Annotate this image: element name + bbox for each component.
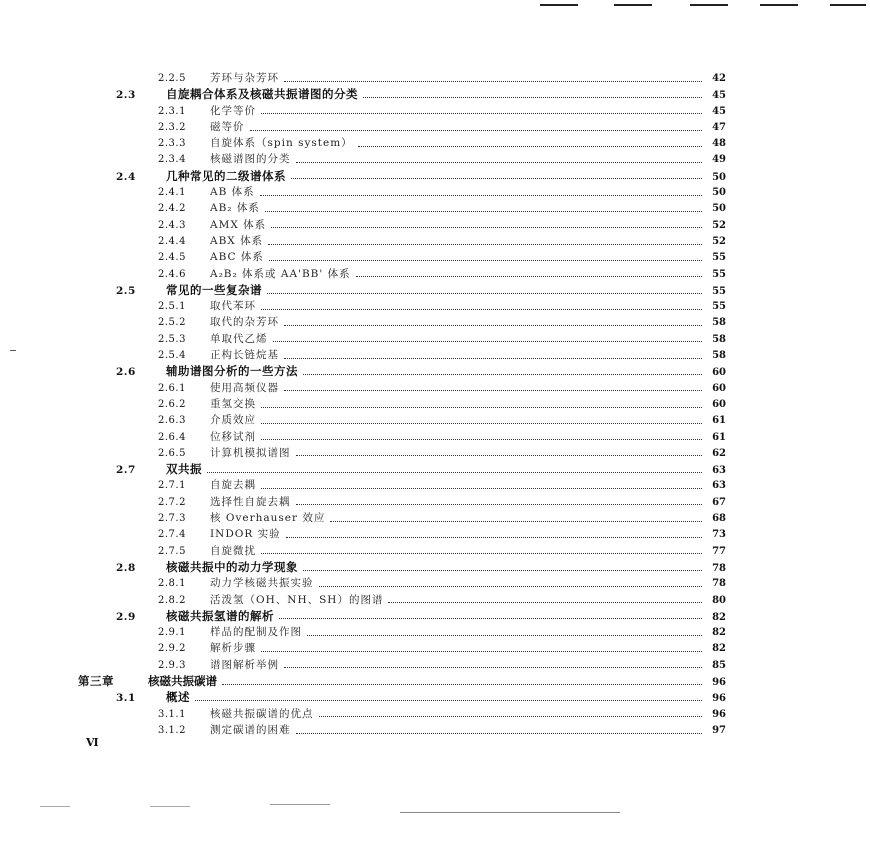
toc-entry-number: 2.7.1 (158, 480, 186, 492)
dot-leader (279, 614, 702, 619)
toc-entry-number: 2.5.1 (158, 301, 186, 313)
toc-entry-page: 60 (712, 367, 726, 379)
toc-entry-page: 58 (712, 333, 726, 345)
toc-entry-page: 96 (712, 693, 726, 705)
toc-entry-number: 2.4.1 (158, 187, 186, 199)
toc-entry-title: AB₂ 体系 (210, 202, 260, 215)
toc-entry-title: A₂B₂ 体系或 AA'BB' 体系 (210, 267, 351, 280)
toc-entry-number: 2.3 (116, 89, 136, 102)
scan-streak (400, 812, 620, 813)
dot-leader (261, 109, 702, 114)
dot-leader (261, 484, 702, 489)
toc-entry-title: 活泼氢（OH、NH、SH）的图谱 (210, 593, 384, 606)
toc-entry-number: 2.9.3 (158, 659, 186, 671)
dot-leader (267, 289, 702, 294)
toc-entry-number: 2.7.4 (158, 529, 186, 541)
dot-leader (291, 174, 702, 179)
dot-leader (284, 321, 702, 326)
toc-entry-page: 73 (712, 529, 726, 541)
dot-leader (195, 696, 702, 701)
toc-entry-title: 核磁共振碳谱的优点 (210, 707, 314, 720)
toc-entry (78, 70, 726, 86)
toc-entry-page: 55 (712, 285, 726, 297)
toc-entry (78, 314, 726, 330)
toc-entry-title: 样品的配制及作图 (210, 626, 302, 639)
toc-entry-title: 磁等价 (210, 120, 245, 133)
toc-entry-number: 2.7.2 (158, 496, 186, 508)
toc-entry-title: 计算机模拟谱图 (210, 446, 291, 459)
toc-entry-page: 58 (712, 350, 726, 362)
toc-entry-title: 核磁共振中的动力学现象 (166, 559, 298, 574)
toc-entry (78, 168, 726, 184)
toc-entry (78, 559, 726, 575)
toc-entry (78, 86, 726, 102)
toc-entry (78, 200, 726, 216)
toc-entry-number: 3.1.2 (158, 724, 186, 736)
toc-entry-page: 45 (712, 90, 726, 102)
dot-leader (273, 337, 703, 342)
toc-entry-page: 97 (712, 724, 726, 736)
toc-entry-page: 78 (712, 578, 726, 590)
scan-speck (10, 350, 16, 351)
toc-entry-page: 80 (712, 594, 726, 606)
toc-entry-page: 82 (712, 611, 726, 623)
toc-entry-number: 2.4.4 (158, 235, 186, 247)
toc-entry (78, 412, 726, 428)
toc-entry (78, 543, 726, 559)
toc-entry-number: 2.7.5 (158, 545, 186, 557)
toc-entry-number: 2.9.1 (158, 627, 186, 639)
page-number: Ⅵ (86, 736, 99, 749)
toc-entry (78, 722, 726, 738)
toc-entry-page: 45 (712, 105, 726, 117)
dot-leader (260, 191, 702, 196)
toc-entry-number: 2.3.2 (158, 121, 186, 133)
dot-leader (265, 207, 702, 212)
toc-entry-page: 50 (712, 171, 726, 183)
dot-leader (207, 468, 702, 473)
dot-leader (286, 533, 702, 538)
toc-entry-page: 49 (712, 154, 726, 166)
toc-entry-title: 位移试剂 (210, 430, 256, 443)
toc-entry-number: 3.1.1 (158, 708, 186, 720)
toc-entry-number: 2.9 (116, 610, 136, 623)
toc-entry-title: 自旋去耦 (210, 479, 256, 492)
toc-entry-page: 60 (712, 382, 726, 394)
dot-leader (261, 435, 702, 440)
toc-entry-page: 77 (712, 545, 726, 557)
toc-entry-title: 核磁谱图的分类 (210, 153, 291, 166)
toc-entry (78, 461, 726, 477)
toc-entry (78, 494, 726, 510)
dot-leader (268, 240, 702, 245)
toc-entry-title: 核磁共振碳谱 (148, 673, 217, 688)
toc-entry-number: 2.5.3 (158, 333, 186, 345)
toc-entry (78, 673, 726, 689)
toc-entry-page: 55 (712, 268, 726, 280)
dot-leader (261, 305, 702, 310)
toc-entry-title: INDOR 实验 (210, 528, 281, 541)
toc-entry-title: 重氢交换 (210, 397, 256, 410)
toc-entry (78, 151, 726, 167)
toc-entry-title: 单取代乙烯 (210, 332, 268, 345)
dot-leader (388, 598, 702, 603)
toc-entry-page: 58 (712, 317, 726, 329)
toc-entry-page: 62 (712, 447, 726, 459)
scan-mark (614, 4, 652, 6)
toc-entry-title: 常见的一些复杂谱 (166, 282, 262, 297)
dot-leader (284, 354, 702, 359)
toc-entry-number: 2.3.1 (158, 105, 186, 117)
toc-entry-title: 使用高频仪器 (210, 381, 279, 394)
toc-entry-number: 2.8.1 (158, 578, 186, 590)
toc-entry (78, 575, 726, 591)
toc-entry-title: ABX 体系 (210, 234, 264, 247)
toc-entry-page: 55 (712, 252, 726, 264)
dot-leader (358, 142, 702, 147)
scan-mark (760, 4, 798, 6)
toc-entry-page: 67 (712, 496, 726, 508)
dot-leader (303, 370, 702, 375)
toc-entry-number: 2.6.3 (158, 415, 186, 427)
toc-entry-number: 2.8.2 (158, 594, 186, 606)
toc-entry-page: 42 (712, 73, 726, 84)
toc-entry-number: 2.4.3 (158, 219, 186, 231)
toc-entry (78, 298, 726, 314)
toc-entry (78, 363, 726, 379)
toc-entry-title: 自旋体系（spin system） (210, 137, 353, 150)
toc-entry-page: 61 (712, 431, 726, 443)
toc-entry-number: 2.8 (116, 561, 136, 574)
toc-entry-page: 55 (712, 301, 726, 313)
toc-entry-number: 2.4.6 (158, 268, 186, 280)
toc-entry-title: ABC 体系 (210, 251, 264, 264)
toc-entry-number: 2.3.4 (158, 154, 186, 166)
toc-entry-number: 2.6.4 (158, 431, 186, 443)
toc-entry-number: 2.2.5 (158, 73, 186, 84)
toc-entry-title: AB 体系 (210, 186, 255, 199)
scan-mark (540, 4, 578, 6)
toc-entry (78, 510, 726, 526)
toc-entry-page: 48 (712, 138, 726, 150)
toc-entry-number: 2.4 (116, 170, 136, 183)
toc-entry-title: 动力学核磁共振实验 (210, 577, 314, 590)
scan-streak (270, 804, 330, 805)
toc-entry-page: 52 (712, 235, 726, 247)
dot-leader (296, 500, 703, 505)
dot-leader (269, 256, 702, 261)
toc-entry-number: 2.5 (116, 284, 136, 297)
toc-entry-title: AMX 体系 (210, 218, 267, 231)
toc-entry-title: 辅助谱图分析的一些方法 (166, 364, 298, 379)
toc-entry-number: 2.5.2 (158, 317, 186, 329)
toc-entry-number: 第三章 (78, 673, 114, 688)
toc-entry (78, 233, 726, 249)
toc-entry-title: 选择性自旋去耦 (210, 495, 291, 508)
dot-leader (261, 647, 702, 652)
toc-entry-number: 2.7 (116, 464, 136, 477)
toc-entry-page: 61 (712, 415, 726, 427)
toc-entry-number: 2.6 (116, 366, 136, 379)
toc-entry-page: 50 (712, 187, 726, 199)
toc-entry (78, 477, 726, 493)
toc-entry-number: 2.7.3 (158, 513, 186, 525)
toc-entry-page: 82 (712, 627, 726, 639)
toc-entry-number: 2.5.4 (158, 350, 186, 362)
toc-entry-title: 取代的杂芳环 (210, 316, 279, 329)
toc-entry-title: 自旋微扰 (210, 544, 256, 557)
toc-entry (78, 689, 726, 705)
toc-entry-number: 2.6.1 (158, 382, 186, 394)
dot-leader (284, 386, 702, 391)
dot-leader (319, 582, 703, 587)
toc-entry (78, 592, 726, 608)
toc-entry-title: 双共振 (166, 462, 202, 477)
toc-entry (78, 429, 726, 445)
dot-leader (261, 419, 702, 424)
toc-entry-page: 82 (712, 643, 726, 655)
toc-entry (78, 282, 726, 298)
toc-entry-title: 几种常见的二级谱体系 (166, 168, 286, 183)
toc-entry-number: 3.1 (116, 692, 136, 705)
dot-leader (284, 77, 702, 82)
toc-entry-page: 52 (712, 219, 726, 231)
toc-entry (78, 608, 726, 624)
dot-leader (271, 223, 702, 228)
dot-leader (261, 403, 702, 408)
toc-entry (78, 249, 726, 265)
toc-entry (78, 640, 726, 656)
toc-entry-title: 芳环与杂芳环 (210, 72, 279, 84)
toc-entry (78, 706, 726, 722)
dot-leader (296, 729, 703, 734)
toc-entry (78, 331, 726, 347)
dot-leader (363, 93, 702, 98)
toc-entry (78, 526, 726, 542)
scan-mark (690, 4, 728, 6)
toc-entry-page: 60 (712, 398, 726, 410)
toc-entry-title: 核磁共振氢谱的解析 (166, 608, 274, 623)
dot-leader (356, 272, 702, 277)
toc-entry (78, 184, 726, 200)
dot-leader (222, 680, 702, 685)
dot-leader (319, 712, 703, 717)
dot-leader (284, 663, 702, 668)
dot-leader (250, 126, 703, 131)
toc-entry-title: 测定碳谱的困难 (210, 723, 291, 736)
toc-entry-title: 概述 (166, 690, 190, 705)
toc-entry (78, 624, 726, 640)
scan-streak (150, 806, 190, 807)
toc-entry (78, 445, 726, 461)
dot-leader (261, 549, 702, 554)
toc-entry-page: 85 (712, 659, 726, 671)
toc-entry-title: 核 Overhauser 效应 (210, 512, 326, 525)
toc-entry-page: 63 (712, 465, 726, 477)
toc-entry-title: 化学等价 (210, 104, 256, 117)
toc-entry-page: 68 (712, 513, 726, 525)
toc-entry-page: 50 (712, 203, 726, 215)
dot-leader (296, 158, 703, 163)
toc-entry-number: 2.6.5 (158, 447, 186, 459)
toc-entry-title: 取代苯环 (210, 300, 256, 313)
toc-entry-title: 谱图解析举例 (210, 658, 279, 671)
toc-entry-page: 47 (712, 121, 726, 133)
scan-mark (830, 4, 866, 6)
toc-entry (78, 347, 726, 363)
toc-entry-number: 2.9.2 (158, 643, 186, 655)
toc-entry (78, 135, 726, 151)
toc-entry (78, 119, 726, 135)
toc-entry-page: 78 (712, 562, 726, 574)
toc-entry-page: 96 (712, 676, 726, 688)
dot-leader (296, 451, 703, 456)
toc-entry (78, 103, 726, 119)
table-of-contents (78, 70, 726, 738)
toc-entry-number: 2.4.2 (158, 203, 186, 215)
toc-entry-number: 2.3.3 (158, 138, 186, 150)
toc-entry-title: 介质效应 (210, 414, 256, 427)
toc-entry-number: 2.4.5 (158, 252, 186, 264)
toc-entry (78, 396, 726, 412)
dot-leader (307, 631, 702, 636)
toc-entry (78, 217, 726, 233)
toc-entry-title: 解析步骤 (210, 642, 256, 655)
toc-entry (78, 266, 726, 282)
dot-leader (330, 517, 702, 522)
toc-entry-title: 正构长链烷基 (210, 349, 279, 362)
toc-entry-title: 自旋耦合体系及核磁共振谱图的分类 (166, 87, 358, 102)
toc-entry-page: 63 (712, 480, 726, 492)
toc-entry-number: 2.6.2 (158, 398, 186, 410)
dot-leader (303, 566, 702, 571)
toc-entry-page: 96 (712, 708, 726, 720)
toc-entry (78, 657, 726, 673)
toc-entry (78, 380, 726, 396)
scan-streak (40, 806, 70, 807)
